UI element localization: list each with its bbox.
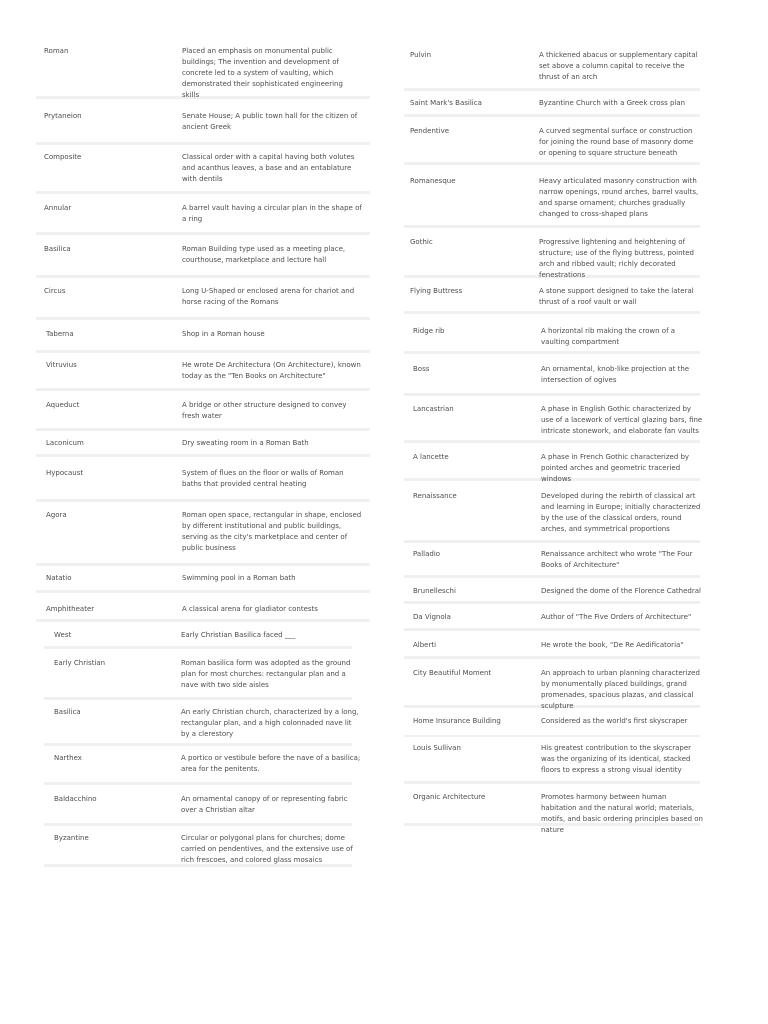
flashcard-row [36, 238, 370, 278]
flashcard-row [36, 598, 370, 622]
flashcard-definition: Circular or polygonal plans for churches; dome carried on pendentives, and the extensive use of rich frescoes, and colored glass mosaics [181, 834, 353, 864]
flashcard-term: Ridge rib [413, 327, 445, 335]
flashcard-row [44, 624, 352, 649]
flashcard-definition: An ornamental, knob-like projection at the intersection of ogives [541, 365, 690, 384]
flashcard-term: Alberti [413, 641, 437, 649]
flashcard-row [404, 580, 700, 604]
flashcard-definition: Developed during the rebirth of classical art and learning in Europe; initially characterized by the use of the classical orders, round arches, and symmetrical proportions [541, 492, 701, 533]
flashcard-definition: A stone support designed to take the lateral thrust of a roof vault or wall [539, 287, 694, 306]
flashcard-row [404, 280, 700, 314]
flashcard-term: Circus [44, 287, 66, 295]
flashcard-term: Louis Sullivan [413, 744, 461, 752]
flashcard-definition: A horizontal rib making the crown of a vaulting compartment [541, 327, 676, 346]
flashcard-term: Organic Architecture [413, 793, 486, 801]
flashcard-term: Palladio [413, 550, 441, 558]
flashcard-definition: Classical order with a capital having both volutes and acanthus leaves, a base and an entablature with dentils [182, 153, 355, 183]
flashcard-row [404, 120, 700, 165]
flashcard-definition: His greatest contribution to the skyscraper was the organizing of its identical, stacked floors to express a strong visual identity [541, 744, 692, 774]
flashcard-definition: An approach to urban planning characterized by monumentally placed buildings, grand promenades, spacious plazas, and classical sculpture [541, 669, 700, 710]
flashcard-row [404, 485, 700, 543]
flashcard-definition: A phase in English Gothic characterized by use of a lacework of vertical glazing bars, fine intricate stonework, and elaborate fan vaults [541, 405, 703, 435]
flashcard-term: Gothic [410, 238, 433, 246]
flashcard-row [404, 446, 700, 481]
flashcard-term: Basilica [54, 708, 81, 716]
flashcard-term: Agora [46, 511, 67, 519]
flashcard-row [36, 105, 370, 145]
flashcard-definition: Shop in a Roman house [182, 330, 265, 338]
flashcard-row [404, 662, 700, 708]
flashcard-definition: An ornamental canopy of or representing fabric over a Christian altar [181, 795, 348, 814]
flashcard-row [404, 44, 700, 91]
flashcard-definition: Heavy articulated masonry construction with narrow openings, round arches, barrel vaults, and sparse ornament; churches gradually changed to cross-shaped plans [539, 177, 699, 218]
flashcard-definition: Roman Building type used as a meeting place, courthouse, marketplace and lecture hall [182, 245, 346, 264]
flashcard-row [36, 323, 370, 353]
flashcard-row [404, 231, 700, 278]
flashcard-definition: Early Christian Basilica faced ___ [181, 631, 296, 639]
flashcard-row [404, 737, 700, 784]
flashcard-row [36, 462, 370, 502]
flashcard-term: Lancastrian [413, 405, 454, 413]
flashcard-definition: Senate House; A public town hall for the citizen of ancient Greek [182, 112, 358, 131]
flashcard-term: West [54, 631, 72, 639]
flashcard-definition: Swimming pool in a Roman bath [182, 574, 296, 582]
flashcard-term: Composite [44, 153, 82, 161]
flashcard-term: Natatio [46, 574, 72, 582]
flashcard-term: Boss [413, 365, 430, 373]
flashcard-row [36, 280, 370, 320]
flashcard-definition: A thickened abacus or supplementary capital set above a column capital to receive the thrust of an arch [539, 51, 698, 81]
flashcard-definition: Roman open space, rectangular in shape, enclosed by different institutional and public buildings, serving as the city's marketplace and center of public business [182, 511, 362, 552]
flashcard-term: Romanesque [410, 177, 456, 185]
flashcard-row [44, 747, 361, 785]
flashcard-term: Amphitheater [46, 605, 95, 613]
flashcard-row [36, 354, 370, 391]
flashcard-term: Early Christian [54, 659, 106, 667]
flashcard-definition: Long U-Shaped or enclosed arena for chariot and horse racing of the Romans [182, 287, 355, 306]
flashcard-term: Roman [44, 47, 69, 55]
flashcard-term: City Beautiful Moment [413, 669, 492, 677]
flashcard-definition: Renaissance architect who wrote "The Four Books of Architecture" [541, 550, 693, 569]
flashcard-row [404, 92, 700, 117]
flashcard-row [36, 504, 370, 566]
flashcard-term: Laconicum [46, 439, 84, 447]
flashcard-definition: Dry sweating room in a Roman Bath [182, 439, 309, 447]
flashcard-row [404, 358, 700, 396]
flashcard-definition: A bridge or other structure designed to convey fresh water [182, 401, 347, 420]
flashcard-term: Prytaneion [44, 112, 82, 120]
flashcard-definition: Roman basilica form was adopted as the ground plan for most churches: rectangular plan and a nave with two side aisles [181, 659, 351, 689]
flashcard-row [404, 634, 700, 659]
flashcard-row [36, 40, 370, 99]
flashcard-term: Basilica [44, 245, 71, 253]
flashcard-definition: A curved segmental surface or construction for joining the round base of masonry dome or opening to square structure beneath [539, 127, 694, 157]
flashcard-row [44, 788, 352, 826]
flashcard-definition: He wrote the book, "De Re Aedificatoria" [541, 641, 684, 649]
flashcard-term: Renaissance [413, 492, 457, 500]
flashcard-definition: System of flues on the floor or walls of Roman baths that provided central heating [182, 469, 344, 488]
flashcard-row [36, 567, 370, 593]
flashcard-term: Taberna [46, 330, 74, 338]
flashcard-term: Aqueduct [46, 401, 80, 409]
flashcard-term: Vitruvius [46, 361, 77, 369]
flashcard-row [404, 398, 703, 443]
flashcard-term: Hypocaust [46, 469, 84, 477]
flashcard-definition: Promotes harmony between human habitation and the natural world; materials, motifs, and basic ordering principles based on nature [541, 793, 703, 834]
flashcard-term: Da Vignola [413, 613, 451, 621]
flashcard-term: Flying Buttress [410, 287, 463, 295]
flashcard-term: A lancette [413, 453, 449, 461]
flashcard-row [36, 197, 370, 235]
flashcard-definition: Considered as the world's first skyscraper [541, 717, 688, 725]
flashcard-definition: A classical arena for gladiator contests [182, 605, 318, 613]
flashcard-term: Saint Mark's Basilica [410, 99, 482, 107]
flashcard-row [36, 432, 370, 457]
flashcard-term: Pendentive [410, 127, 450, 135]
flashcard-term: Brunelleschi [413, 587, 456, 595]
flashcard-term: Pulvin [410, 51, 432, 59]
flashcard-row [404, 710, 700, 738]
flashcard-row [44, 701, 359, 746]
flashcard-term: Annular [44, 204, 72, 212]
flashcard-definition: Author of "The Five Orders of Architecture" [541, 613, 692, 621]
flashcard-definition: A barrel vault having a circular plan in the shape of a ring [182, 204, 362, 223]
flashcard-definition: An early Christian church, characterized by a long, rectangular plan, and a high colonnaded nave lit by a clerestory [181, 708, 359, 738]
flashcard-row [404, 170, 700, 228]
flashcard-definition: Byzantine Church with a Greek cross plan [539, 99, 686, 107]
flashcard-row [404, 606, 700, 631]
flashcard-definition: Designed the dome of the Florence Cathedral [541, 587, 701, 595]
flashcard-definition: A portico or vestibule before the nave of a basilica; area for the penitents. [181, 754, 361, 773]
flashcard-term: Byzantine [54, 834, 89, 842]
flashcard-row [44, 652, 352, 700]
flashcard-term: Narthex [54, 754, 82, 762]
flashcard-row [36, 394, 370, 431]
flashcard-row [36, 146, 370, 194]
flashcard-definition: He wrote De Architectura (On Architecture), known today as the "Ten Books on Architecture" [182, 361, 361, 380]
flashcard-definition: Progressive lightening and heightening of structure; use of the flying buttress, pointed arch and ribbed vault; richly decorated fenestrations [539, 238, 694, 279]
flashcard-row [404, 320, 700, 354]
flashcard-definition: Placed an emphasis on monumental public buildings; The invention and development of concrete led to a system of vaulting, which demonstrated their sophisticated engineering skills [182, 47, 343, 99]
flashcard-row [44, 827, 352, 867]
flashcard-term: Home Insurance Building [413, 717, 501, 725]
flashcard-row [404, 543, 700, 578]
flashcard-definition: A phase in French Gothic characterized by pointed arches and geometric traceried windows [541, 453, 690, 483]
flashcard-row [404, 786, 703, 834]
flashcard-term: Baldacchino [54, 795, 97, 803]
